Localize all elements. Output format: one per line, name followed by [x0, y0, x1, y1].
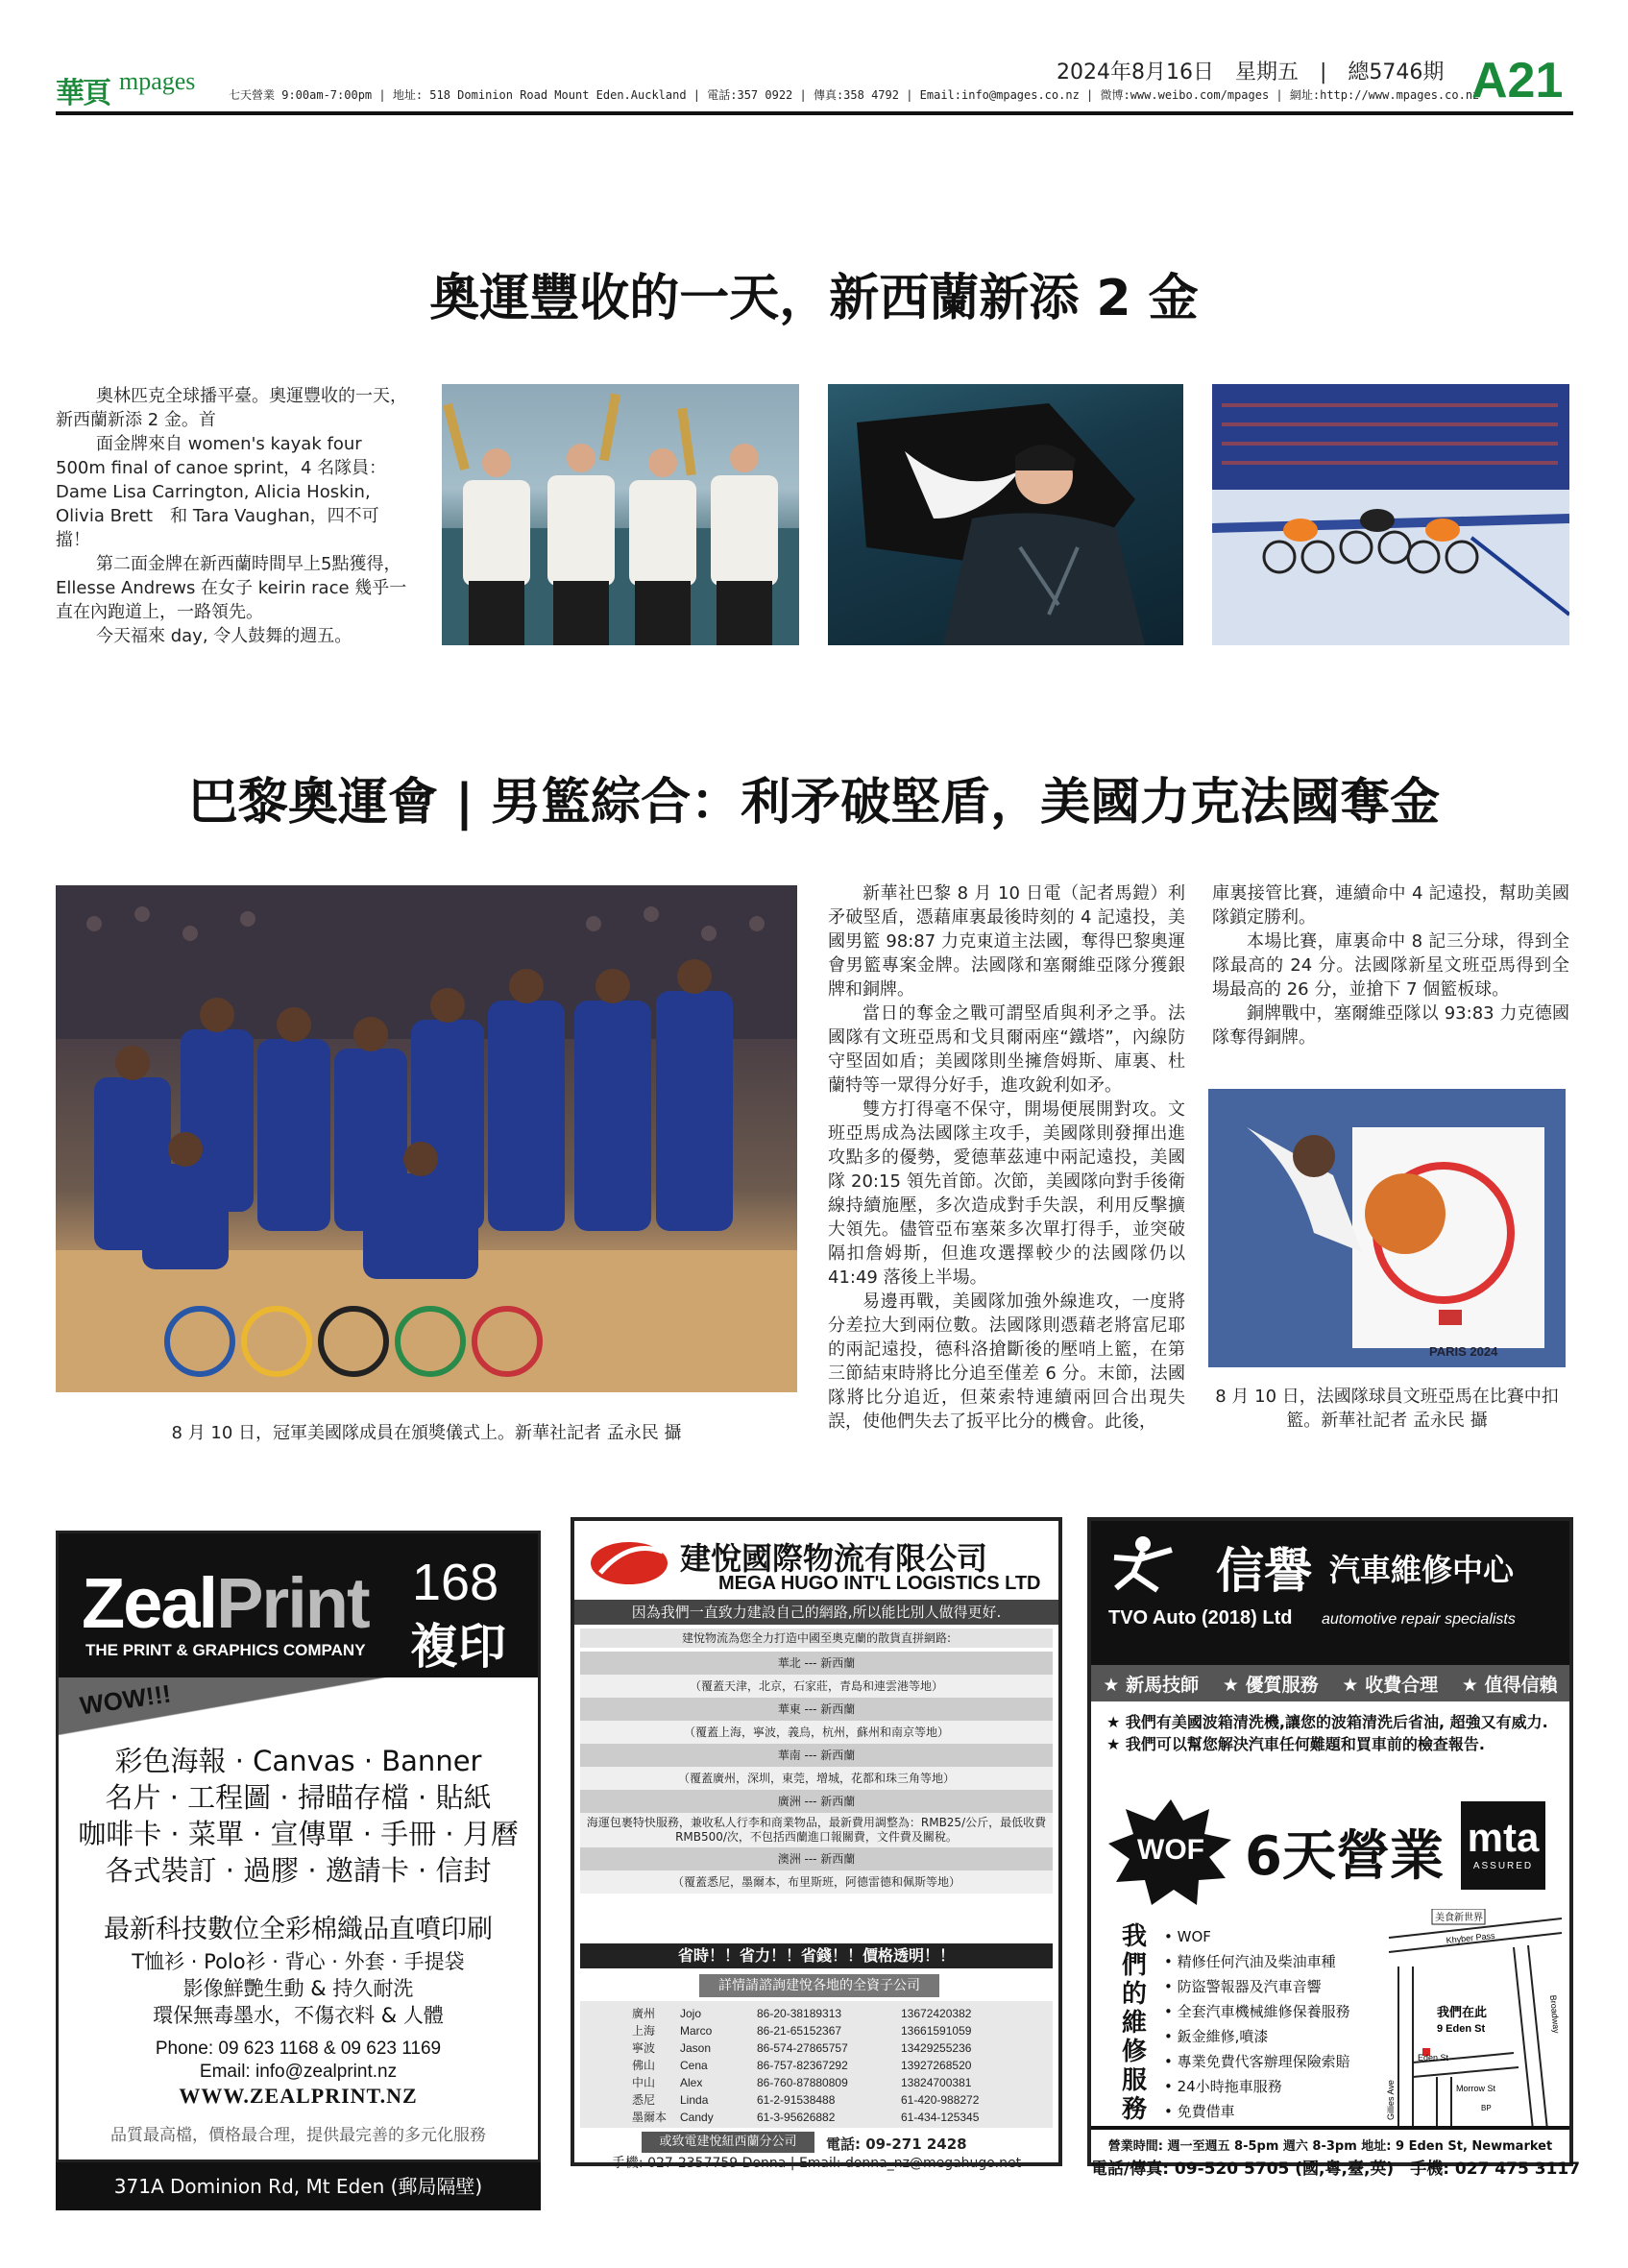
map-street: Khyber Pass — [1446, 1930, 1495, 1945]
contact-mob[interactable]: 13429255236 — [901, 2041, 972, 2055]
map-street: BP — [1481, 2104, 1492, 2112]
article1-headline: 奧運豐收的一天，新西蘭新添 2 金 — [429, 270, 1199, 327]
mpages-logo[interactable] — [56, 61, 219, 108]
contact-tel[interactable]: 86-20-38189313 — [757, 2007, 842, 2020]
megahugo-ad[interactable] — [571, 1517, 1062, 2171]
track-cycling-photo — [1212, 384, 1569, 645]
contact-name: Marco — [680, 2024, 713, 2038]
tvo-service: • 精修任何汽油及柴油車種 — [1164, 1953, 1336, 1970]
zealprint-zh: 複印 — [410, 1619, 506, 1675]
header-contact-info: 七天營業 9:00am-7:00pm | 地址: 518 Dominion Road Mount Eden.Auckland | 電話:357 0922 | 傳真:358 4792 | Email:info@mpages.co.nz | 微博:www.weibo.com/mpages | 網址:http://www.mpages.co.nz — [229, 88, 1480, 102]
contact-name: Linda — [680, 2093, 709, 2107]
contact-row — [632, 2022, 1045, 2039]
contact-row — [632, 2039, 1045, 2057]
contact-mob[interactable]: 13661591059 — [901, 2024, 972, 2038]
route-row: 澳洲 --- 新西蘭 — [580, 1847, 1053, 1870]
contact-row — [632, 2057, 1045, 2074]
contact-city: 廣州 — [632, 2007, 656, 2020]
map-street: Gillies Ave — [1386, 2080, 1396, 2120]
paragraph: 第二面金牌在新西蘭時間早上5點獲得，Ellesse Andrews 在女子 keirin race 幾乎一直在內跑道上，一路領先。 — [56, 554, 407, 622]
tvo-hours: 營業時間: 週一至週五 8-5pm 週六 8-3pm 地址: 9 Eden St, Newmarket — [1107, 2139, 1553, 2154]
mechanic-logo-icon — [1105, 1531, 1181, 1598]
article2-headline: 巴黎奧運會 | 男籃綜合：利矛破堅盾，美國力克法國奪金 — [187, 774, 1441, 832]
logo-en: mpages — [119, 67, 196, 95]
route-row: （覆蓋天津，北京，石家莊，青島和連雲港等地） — [580, 1675, 1053, 1698]
zealprint-web[interactable]: WWW.ZEALPRINT.NZ — [179, 2084, 418, 2108]
tvo-service: • 全套汽車機械維修保養服務 — [1164, 2003, 1350, 2020]
contact-tel[interactable]: 61-3-95626882 — [757, 2111, 836, 2124]
map-street: Broadway — [1548, 1994, 1562, 2035]
zealprint-slogan: 品質最高檔，價格最合理，提供最完善的多元化服務 — [110, 2126, 486, 2145]
route-row: 華東 --- 新西蘭 — [580, 1698, 1053, 1721]
route-row: （覆蓋廣州，深圳，東莞，增城，花都和珠三角等地） — [580, 1767, 1053, 1790]
zealprint-phone[interactable]: Phone: 09 623 1168 & 09 623 1169 — [155, 2039, 442, 2059]
contact-city: 寧波 — [632, 2041, 656, 2055]
header-rule — [56, 111, 1573, 115]
article1-body — [56, 384, 413, 648]
zealprint-email[interactable]: Email: info@zealprint.nz — [199, 2062, 398, 2082]
contact-tel[interactable]: 86-574-27865757 — [757, 2041, 848, 2055]
tvo-tag: ★ 收費合理 — [1342, 1674, 1439, 1696]
contact-row — [632, 2109, 1045, 2126]
contact-city: 墨爾本 — [632, 2111, 668, 2124]
contact-mob[interactable]: 13927268520 — [901, 2059, 972, 2072]
zealprint-logo-b: Print — [216, 1563, 369, 1643]
contact-tel[interactable]: 61-2-91538488 — [757, 2093, 836, 2107]
paragraph: 本場比賽，庫裏命中 8 記三分球，得到全隊最高的 24 分。法國隊新星文班亞馬得到全場最高的 26 分，並搶下 7 個籃板球。 — [1212, 931, 1569, 1000]
page-number: A21 — [1471, 53, 1564, 109]
mta-text: mta — [1467, 1815, 1540, 1860]
kayak-team-photo — [442, 384, 799, 645]
tvo-service: • WOF — [1164, 1928, 1211, 1945]
contact-mob[interactable]: 13672420382 — [901, 2007, 972, 2020]
paragraph: 雙方打得毫不保守，開場便展開對攻。文班亞馬成為法國隊主攻手，美國隊則發揮出進攻點多的優勢，愛德華茲連中兩記遠投，美國隊 20:15 領先首節。次節，美國隊向對手後衛線持續施壓，多次造成對手失誤，利用反擊擴大領先。儘管亞布塞萊多次單打得手，並突破隔扣詹姆斯，但進攻選擇較少的法國隊仍以 41:49 落後上半場。 — [828, 1099, 1185, 1288]
megahugo-en-name: MEGA HUGO INT'L LOGISTICS LTD — [718, 1573, 1041, 1594]
article2-column1 — [828, 881, 1185, 1434]
contact-city: 中山 — [632, 2076, 656, 2089]
tvo-tag: ★ 值得信賴 — [1461, 1674, 1558, 1696]
contact-name: Jojo — [680, 2007, 702, 2020]
contact-city: 悉尼 — [632, 2093, 656, 2107]
route-row: （覆蓋上海，寧波，義烏，杭州，蘇州和南京等地） — [580, 1721, 1053, 1744]
service-line: 各式裝訂 · 過膠 · 邀請卡 · 信封 — [105, 1854, 492, 1887]
contact-city: 佛山 — [632, 2059, 656, 2072]
zealprint-logo-a: Zeal — [82, 1563, 217, 1643]
paragraph: 庫裏接管比賽，連續命中 4 記遠投，幫助美國隊鎖定勝利。 — [1212, 883, 1569, 928]
contact-tel[interactable]: 86-760-87880809 — [757, 2076, 848, 2089]
tvo-service: • 24小時拖車服務 — [1164, 2078, 1282, 2095]
logo-zh: 華頁 — [56, 77, 109, 110]
route-row: 海運包裹特快服務，兼收私人行李和商業物品，最新費用調整為：RMB25/公斤，最低收費RMB500/次，不包括西蘭進口報關費，文件費及關稅。 — [580, 1813, 1053, 1847]
tvo-tag: ★ 新馬技師 — [1103, 1674, 1200, 1696]
zealprint-logo — [82, 1562, 369, 1644]
tvo-service: • 防盜警報器及汽車音響 — [1164, 1978, 1322, 1995]
contact-name: Alex — [680, 2076, 703, 2089]
tvo-days: 6天營業 — [1245, 1825, 1444, 1888]
paragraph: 今天福來 day, 令人鼓舞的週五。 — [96, 626, 352, 646]
megahugo-mobile[interactable]: 手機: 027-2357759 Donna | Email: donna_nz@megahugo.net — [611, 2156, 1022, 2171]
contact-city: 上海 — [632, 2024, 656, 2038]
service-line: 彩色海報 · Canvas · Banner — [114, 1745, 482, 1777]
route-row: 廣洲 --- 新西蘭 — [580, 1790, 1053, 1813]
wof-label: WOF — [1137, 1834, 1204, 1866]
contact-row — [632, 2005, 1045, 2022]
tvo-zh-name: 信譽 — [1216, 1543, 1312, 1599]
megahugo-nz-phone[interactable]: 電話: 09-271 2428 — [826, 2135, 967, 2153]
zealprint-tagline: THE PRINT & GRAPHICS COMPANY — [85, 1641, 366, 1659]
mta-logo — [1461, 1801, 1545, 1890]
tvo-zh-sub: 汽車維修中心 — [1329, 1552, 1515, 1588]
article2-column2 — [1212, 881, 1569, 1050]
route-row: 華南 --- 新西蘭 — [580, 1744, 1053, 1767]
tvo-en-name: TVO Auto (2018) Ltd — [1108, 1607, 1293, 1629]
map-street: Eden St — [1418, 2053, 1449, 2063]
paragraph: 當日的奪金之戰可謂堅盾與利矛之爭。法國隊有文班亞馬和戈貝爾兩座“鐵塔”，內線防守堅固如盾；美國隊則坐擁詹姆斯、庫裏、杜蘭特等一眾得分好手，進攻銳利如矛。 — [828, 1003, 1185, 1096]
usa-team-medal-photo — [56, 885, 797, 1392]
map-street: Morrow St — [1456, 2084, 1496, 2093]
megahugo-contacts — [632, 2005, 1045, 2126]
location-map[interactable] — [1379, 1909, 1567, 2130]
tvo-tag: ★ 優質服務 — [1222, 1674, 1319, 1696]
mta-sub: ASSURED — [1472, 1861, 1534, 1871]
zealprint-address: 371A Dominion Rd, Mt Eden (郵局隔壁) — [56, 2162, 541, 2210]
tvo-point: ★ 我們有美國波箱清洗機,讓您的波箱清洗后省油, 超強又有威力. — [1106, 1713, 1548, 1731]
zealprint-ad[interactable] — [56, 1531, 541, 2162]
map-addr: 9 Eden St — [1437, 2023, 1486, 2035]
zealprint-wow: WOW!!! — [78, 1678, 173, 1721]
garment-line: T恤衫 · Polo衫 · 背心 · 外套 · 手提袋 — [132, 1950, 465, 1973]
paragraph: 銅牌戰中，塞爾維亞隊以 93:83 力克德國隊奪得銅牌。 — [1212, 1003, 1569, 1048]
paragraph: 新華社巴黎 8 月 10 日電（記者馬鎧）利矛破堅盾，憑藉庫裏最後時刻的 4 記遠投，美國男籃 98:87 力克東道主法國，奪得巴黎奧運會男籃專案金牌。法國隊和塞爾維亞隊分獲銀牌和銅牌。 — [828, 883, 1185, 1000]
contact-mob[interactable]: 13824700381 — [901, 2076, 972, 2089]
garment-line: 環保無毒墨水，不傷衣料 & 人體 — [153, 2004, 444, 2027]
contact-name: Candy — [680, 2111, 714, 2124]
tvo-auto-ad[interactable] — [1087, 1517, 1581, 2179]
tvo-en-sub: automotive repair specialists — [1322, 1611, 1516, 1628]
megahugo-nz-label: 或致電建悅紐西蘭分公司 — [642, 2132, 814, 2153]
tvo-service: • 免費借車 — [1164, 2103, 1235, 2120]
tvo-service: • 鈑金維修,噴漆 — [1164, 2028, 1269, 2045]
megahugo-intro: 建悅物流為您全力打造中國至奧克蘭的散貨直拼網路: — [580, 1629, 1053, 1648]
megahugo-zh-name: 建悅國際物流有限公司 — [680, 1540, 988, 1577]
garment-line: 影像鮮艷生動 & 持久耐洗 — [182, 1977, 414, 2000]
main-photo-caption: 8 月 10 日，冠軍美國隊成員在頒獎儀式上。新華社記者 孟永民 攝 — [171, 1423, 682, 1443]
megahugo-banner: 因為我們一直致力建設自己的網路,所以能比別人做得更好. — [574, 1600, 1058, 1625]
service-line: 名片 · 工程圖 · 掃瞄存檔 · 貼紙 — [105, 1781, 492, 1814]
cyclist-flag-photo — [828, 384, 1183, 645]
tvo-service: • 專業免費代客辦理保險索賠 — [1164, 2053, 1350, 2070]
tvo-phones[interactable]: 電話/傳真: 09-520 5705 (國,粵,臺,英) 手機: 027 475 3117 — [1091, 2159, 1581, 2179]
paris-2024-text: PARIS 2024 — [1429, 1344, 1498, 1359]
service-line: 咖啡卡 · 菜單 · 宣傳單 · 手冊 · 月曆 — [78, 1818, 519, 1850]
contact-mob[interactable]: 61-434-125345 — [901, 2111, 980, 2124]
paragraph: 奧林匹克全球播平臺。奧運豐收的一天，新西蘭新添 2 金。首 — [56, 386, 407, 430]
route-row: （覆蓋悉尼，墨爾本，布里斯班，阿德雷德和佩斯等地） — [580, 1870, 1053, 1894]
tvo-point: ★ 我們可以幫您解決汽車任何難題和買車前的檢查報告. — [1106, 1735, 1485, 1753]
dunk-photo — [1208, 1089, 1566, 1367]
contact-name: Cena — [680, 2059, 708, 2072]
megahugo-contact-title: 詳情請諮詢建悅各地的全資子公司 — [699, 1974, 939, 1997]
contact-name: Jason — [680, 2041, 712, 2055]
wof-starburst — [1108, 1799, 1233, 1905]
contact-tel[interactable]: 86-21-65152367 — [757, 2024, 842, 2038]
route-row: 華北 --- 新西蘭 — [580, 1652, 1053, 1675]
contact-tel[interactable]: 86-757-82367292 — [757, 2059, 848, 2072]
megahugo-routes — [580, 1652, 1053, 1894]
map-here: 我們在此 — [1437, 2006, 1488, 2020]
megahugo-slogan: 省時！！省力！！省錢！！價格透明！！ — [580, 1943, 1053, 1968]
issue-date: 2024年8月16日 星期五 | 總5746期 — [1057, 60, 1445, 84]
zealprint-168: 168 — [412, 1554, 499, 1611]
contact-row — [632, 2091, 1045, 2109]
zealprint-tech: 最新科技數位全彩棉織品直噴印刷 — [104, 1915, 493, 1944]
paragraph: 面金牌來自 women's kayak four 500m final of canoe sprint，4 名隊員：Dame Lisa Carrington, Alicia Hoskin, Olivia Brett 和 Tara Vaughan，四不可擋！ — [56, 434, 387, 550]
map-street: 美食新世界 — [1435, 1913, 1483, 1923]
side-photo-caption: 8 月 10 日，法國隊球員文班亞馬在比賽中扣籃。新華社記者 孟永民 攝 — [1215, 1387, 1559, 1431]
tvo-tags — [1091, 1665, 1569, 1701]
paragraph: 易邊再戰，美國隊加強外線進攻，一度將分差拉大到兩位數。法國隊則憑藉老將富尼耶的兩記遠投，德科洛搶斷後的壓哨上籃，在第三節結束時將比分追至僅差 6 分。末節，法國隊將比分追近，但萊索特連續兩回合出現失誤，使他們失去了扳平比分的機會。此後， — [828, 1291, 1185, 1432]
contact-row — [632, 2074, 1045, 2091]
tvo-vertical-title: 我們的維修服務 — [1122, 1922, 1148, 2124]
contact-mob[interactable]: 61-420-988272 — [901, 2093, 980, 2107]
megahugo-logo-icon — [586, 1534, 672, 1592]
